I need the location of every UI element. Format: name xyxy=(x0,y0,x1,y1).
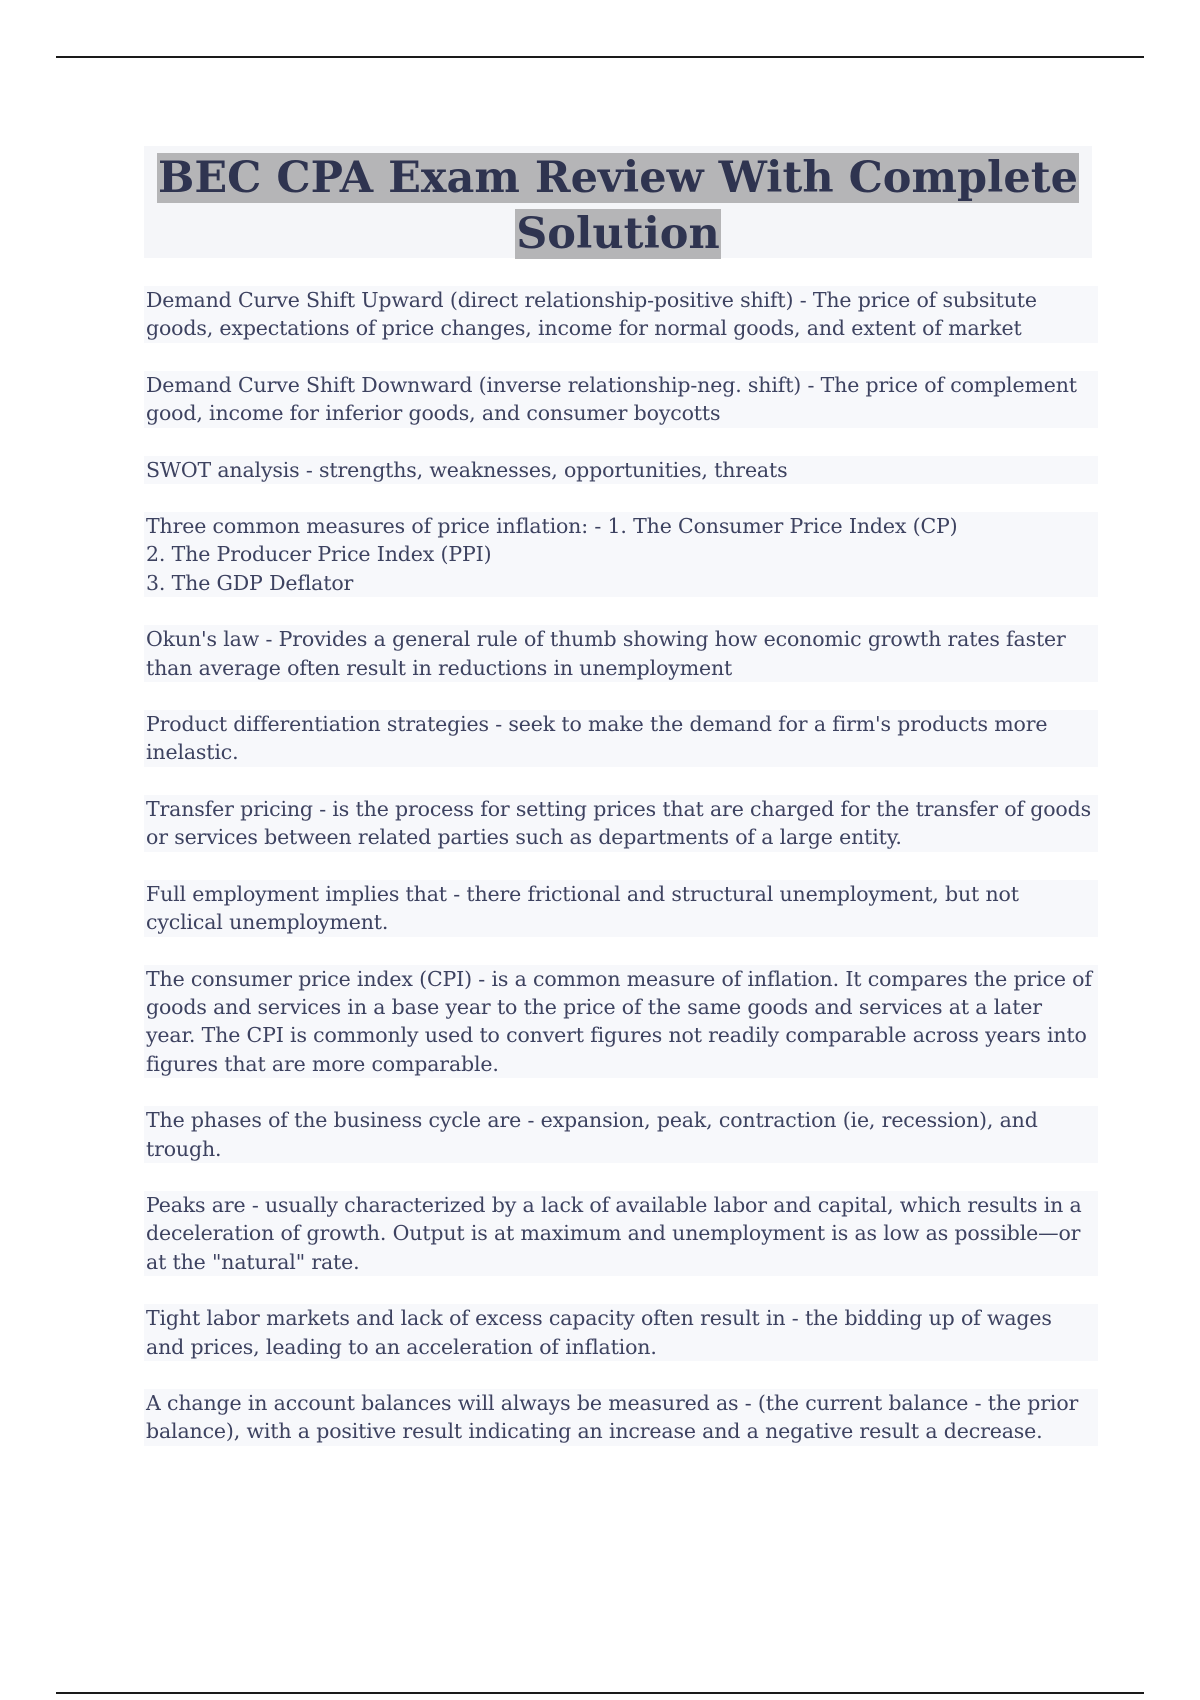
entry-price-inflation-measures: Three common measures of price inflation: - 1. The Consumer Price Index (CP) 2. The Producer Price Index (PPI) 3. The GDP Deflator xyxy=(144,512,1098,597)
entry-peaks: Peaks are - usually characterized by a lack of available labor and capital, which results in a deceleration of growth. Output is at maximum and unemployment is as low as possible—or at the "natural" rate. xyxy=(144,1191,1098,1276)
entry-transfer-pricing: Transfer pricing - is the process for setting prices that are charged for the transfer of goods or services between related parties such as departments of a large entity. xyxy=(144,795,1098,852)
page-title xyxy=(144,146,1092,262)
entry-demand-shift-downward: Demand Curve Shift Downward (inverse relationship-neg. shift) - The price of complement good, income for inferior goods, and consumer boycotts xyxy=(144,371,1098,428)
footer-divider xyxy=(56,1692,1144,1694)
entry-swot-analysis: SWOT analysis - strengths, weaknesses, opportunities, threats xyxy=(144,456,1098,484)
title-block xyxy=(144,146,1092,258)
entry-account-balance-change: A change in account balances will always be measured as - (the current balance - the prior balance), with a positive result indicating an increase and a negative result a decrease. xyxy=(144,1389,1098,1446)
document-body xyxy=(144,286,1098,1474)
entry-tight-labor-markets: Tight labor markets and lack of excess capacity often result in - the bidding up of wages and prices, leading to an acceleration of inflation. xyxy=(144,1304,1098,1361)
entry-consumer-price-index: The consumer price index (CPI) - is a common measure of inflation. It compares the price of goods and services in a base year to the price of the same goods and services at a later year. The CPI is commonly used to convert figures not readily comparable across years into figures that are more comparable. xyxy=(144,965,1098,1079)
page-title-line-1: BEC CPA Exam Review With Complete xyxy=(158,153,1078,203)
page-title-line-2: Solution xyxy=(516,209,720,259)
entry-demand-shift-upward: Demand Curve Shift Upward (direct relationship-positive shift) - The price of subsitute goods, expectations of price changes, income for normal goods, and extent of market xyxy=(144,286,1098,343)
entry-full-employment: Full employment implies that - there frictional and structural unemployment, but not cyclical unemployment. xyxy=(144,880,1098,937)
entry-okuns-law: Okun's law - Provides a general rule of thumb showing how economic growth rates faster than average often result in reductions in unemployment xyxy=(144,625,1098,682)
entry-product-differentiation: Product differentiation strategies - seek to make the demand for a firm's products more inelastic. xyxy=(144,710,1098,767)
entry-business-cycle-phases: The phases of the business cycle are - expansion, peak, contraction (ie, recession), and trough. xyxy=(144,1106,1098,1163)
header-divider xyxy=(56,56,1144,58)
